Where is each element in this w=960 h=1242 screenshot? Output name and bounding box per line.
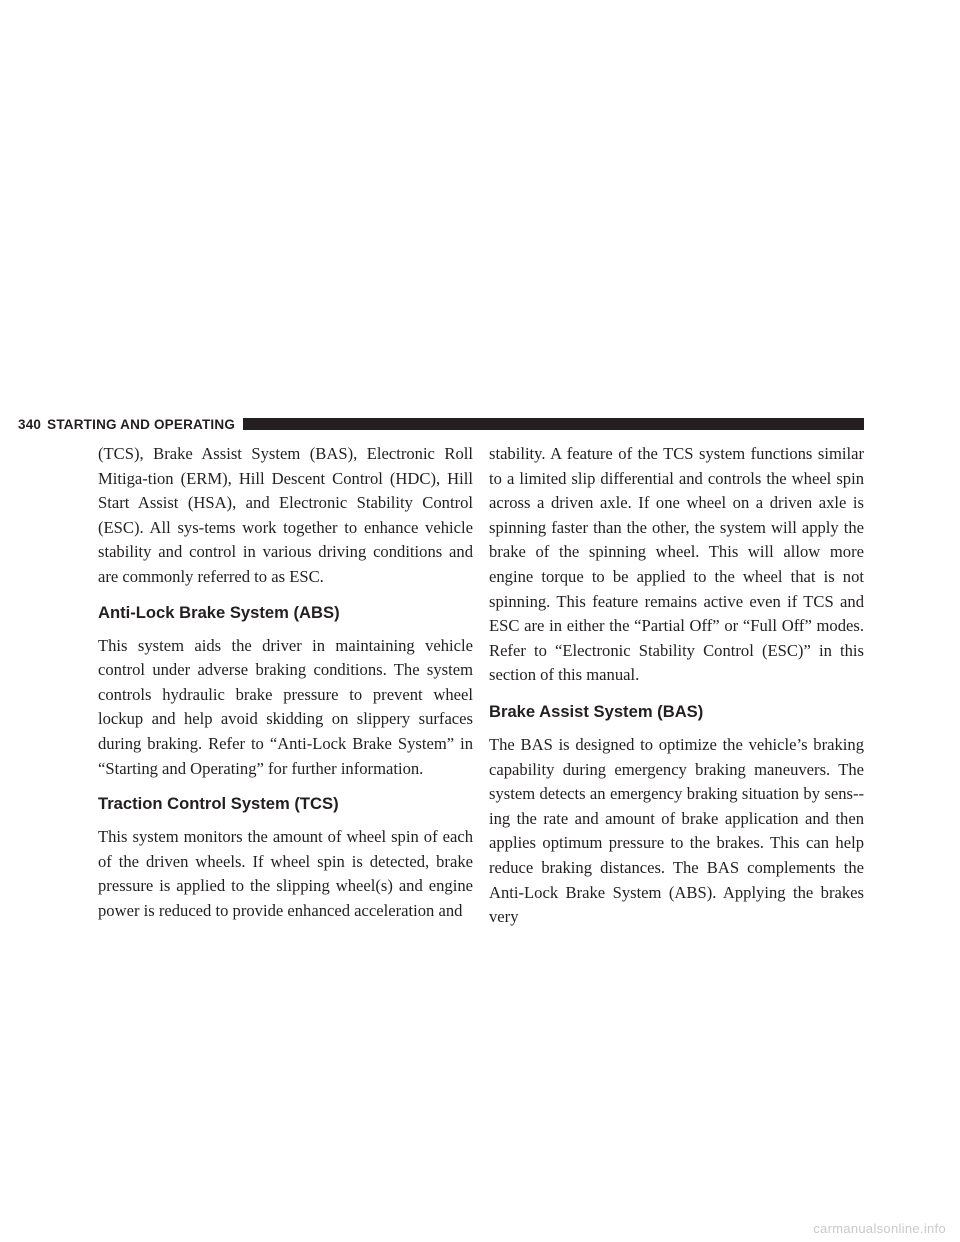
bas-paragraph: The BAS is designed to optimize the vehicle’s braking capability during emergency braking maneuvers. The system detects an emergency braking situation by sens-ing the rate and amount of brake application and then applies optimum pressure to the brakes. This can help reduce braking distances. The BAS complements the Anti-Lock Brake System (ABS). Applying the brakes very — [489, 734, 864, 927]
tcs-heading: Traction Control System (TCS) — [98, 794, 339, 814]
abs-paragraph: This system aids the driver in maintaining vehicle control under adverse braking conditions. The system controls hydraulic brake pressure to prevent wheel lockup and help avoid skidding on slippery surfaces during braking. Refer to “Anti-Lock Brake System” in “Starting and Operating” for further information. — [98, 635, 473, 778]
section-title: STARTING AND OPERATING — [47, 416, 236, 432]
intro-paragraph: (TCS), Brake Assist System (BAS), Electronic Roll Mitiga-tion (ERM), Hill Descent Control (HDC), Hill Start Assist (HSA), and Electronic Stability Control (ESC). All sys-tems work together to enhance vehicle stability and control in various driving conditions and are commonly referred to as ESC. — [98, 444, 473, 586]
tcs-paragraph: This system monitors the amount of wheel spin of each of the driven wheels. If wheel spin is detected, brake pressure is applied to the slipping wheel(s) and engine power is reduced to provide enhanced acceleration and — [98, 827, 473, 920]
bas-heading: Brake Assist System (BAS) — [489, 701, 704, 721]
page-number: 340 — [18, 416, 42, 432]
left-column — [98, 442, 473, 924]
header-label — [0, 417, 235, 432]
page-header — [0, 416, 864, 432]
header-rule — [243, 418, 864, 430]
abs-heading: Anti-Lock Brake System (ABS) — [98, 602, 340, 622]
watermark-link[interactable]: carmanualsonline.info — [813, 1221, 946, 1236]
tcs-continued-paragraph: stability. A feature of the TCS system functions similar to a limited slip differential and controls the wheel spin across a driven axle. If one wheel on a driven axle is spinning faster than the other, the system will apply the brake of the spinning wheel. This will allow more engine torque to be applied to the wheel that is not spinning. This feature remains active even if TCS and ESC are in either the “Partial Off” or “Full Off” modes. Refer to “Electronic Stability Control (ESC)” in this section of this manual. — [489, 444, 864, 685]
right-column — [489, 442, 864, 930]
